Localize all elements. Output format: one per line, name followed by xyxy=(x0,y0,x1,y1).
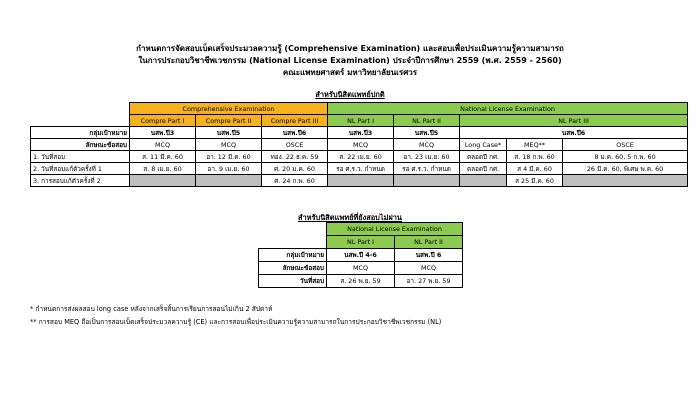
footnote-long-case: * กำหนดการส่งผลสอบ long case หลังจากเสร็จสิ้นการเรียนการสอนไม่เกิน 2 สัปดาห์ xyxy=(30,305,273,313)
exam-type-label: ลักษณะข้อสอบ xyxy=(31,139,130,151)
part-header: NL Part II xyxy=(395,236,463,249)
part-header: Compre Part III xyxy=(262,115,328,127)
exam-type-cell: MCQ xyxy=(327,262,395,275)
exam-type-cell: Long Case* xyxy=(460,139,507,151)
part-header: NL Part III xyxy=(460,115,688,127)
target-cell: นสพ.ปี5 xyxy=(196,127,262,139)
date-cell: ศ. 20 ม.ค. 60 xyxy=(262,163,328,175)
exam-type-cell: MCQ xyxy=(196,139,262,151)
target-row xyxy=(31,127,688,139)
table2-caption: สำหรับนิสิตแพทย์ที่ยังสอบไม่ผ่าน xyxy=(298,213,402,222)
date-cell: ส. 22 เม.ย. 60 xyxy=(328,151,394,163)
row-label: 2. วันที่สอบแก้ตัวครั้งที่ 1 xyxy=(31,163,130,175)
nl-group-header: National License Examination xyxy=(327,223,463,236)
target-cell: นสพ.ปี3 xyxy=(328,127,394,139)
date-cell xyxy=(563,175,688,187)
date-cell: ส. 18 ก.พ. 60 xyxy=(507,151,563,163)
doc-title-line-3: คณะแพทยศาสตร์ มหาวิทยาลัยนเรศวร xyxy=(282,68,418,77)
retake-students-schedule-table xyxy=(258,222,463,288)
date-cell: อา. 23 เม.ย. 60 xyxy=(394,151,460,163)
exam-type-cell: MCQ xyxy=(328,139,394,151)
date-cell xyxy=(328,175,394,187)
date-cell: อา. 9 เม.ย. 60 xyxy=(196,163,262,175)
table-row xyxy=(31,163,688,175)
exam-type-cell: MCQ xyxy=(130,139,196,151)
exam-date-label: วันที่สอบ xyxy=(259,275,327,288)
doc-title-line-2: ในการประกอบวิชาชีพเวชกรรม (National License Examination) ประจำปีการศึกษา 2559 (พ.ศ. 2559 - 2560) xyxy=(138,56,562,65)
date-cell: ตลอดปี กศ. xyxy=(460,163,507,175)
date-cell: 8 ม.ค. 60, 5 ก.พ. 60 xyxy=(563,151,688,163)
table-row xyxy=(259,275,463,288)
date-cell xyxy=(394,175,460,187)
row-label: 1. วันที่สอบ xyxy=(31,151,130,163)
target-cell: นสพ.ปี3 xyxy=(130,127,196,139)
target-cell: นสพ.ปี 4-6 xyxy=(327,249,395,262)
target-label: กลุ่มเป้าหมาย xyxy=(259,249,327,262)
target-cell: นสพ.ปี6 xyxy=(460,127,688,139)
date-cell: รอ ศ.ร.ว. กำหนด xyxy=(328,163,394,175)
group-header-row xyxy=(31,103,688,115)
target-cell: นสพ.ปี5 xyxy=(394,127,460,139)
parts-header-row xyxy=(259,236,463,249)
part-header: NL Part I xyxy=(327,236,395,249)
table-row xyxy=(31,175,688,187)
nl-group-header: National License Examination xyxy=(328,103,688,115)
exam-type-cell: OSCE xyxy=(563,139,688,151)
table1-caption: สำหรับนิสิตแพทย์ปกติ xyxy=(315,90,385,99)
part-header: NL Part I xyxy=(328,115,394,127)
group-header-row xyxy=(259,223,463,236)
part-header: NL Part II xyxy=(394,115,460,127)
date-cell: ทอง. 22 ธ.ค. 59 xyxy=(262,151,328,163)
target-row xyxy=(259,249,463,262)
date-cell: อา. 27 พ.ย. 59 xyxy=(395,275,463,288)
target-cell: นสพ.ปี 6 xyxy=(395,249,463,262)
exam-type-cell: MEQ** xyxy=(507,139,563,151)
target-cell: นสพ.ปี6 xyxy=(262,127,328,139)
date-cell: ส 25 มี.ค. 60 xyxy=(507,175,563,187)
row-label: 3. การสอบแก้ตัวครั้งที่ 2 xyxy=(31,175,130,187)
date-cell: ส 4 มี.ค. 60 xyxy=(507,163,563,175)
exam-type-cell: OSCE xyxy=(262,139,328,151)
date-cell: ตลอดปี กศ. xyxy=(460,151,507,163)
date-cell: 26 มี.ค. 60, พิเศษ พ.ค. 60 xyxy=(563,163,688,175)
date-cell: ศ. 24 ก.พ. 60 xyxy=(262,175,328,187)
exam-type-row xyxy=(259,262,463,275)
exam-type-cell: MCQ xyxy=(394,139,460,151)
ce-group-header: Comprehensive Examination xyxy=(130,103,328,115)
part-header: Compre Part II xyxy=(196,115,262,127)
date-cell: ส. 8 เม.ย. 60 xyxy=(130,163,196,175)
target-label: กลุ่มเป้าหมาย xyxy=(31,127,130,139)
date-cell: ส. 11 มี.ค. 60 xyxy=(130,151,196,163)
date-cell: อา. 12 มี.ค. 60 xyxy=(196,151,262,163)
part-header: Compre Part I xyxy=(130,115,196,127)
exam-type-label: ลักษณะข้อสอบ xyxy=(259,262,327,275)
exam-type-cell: MCQ xyxy=(395,262,463,275)
table-row xyxy=(31,151,688,163)
date-cell: ส. 26 พ.ย. 59 xyxy=(327,275,395,288)
date-cell xyxy=(460,175,507,187)
footnote-meq: ** การสอบ MEQ ถือเป็นการสอบเบ็ดเสร็จประมวลความรู้ (CE) และการสอบเพื่อประเมินความรู้ความสามารถในการประกอบวิชาชีพเวชกรรม (NL) xyxy=(30,318,442,326)
regular-students-schedule-table xyxy=(30,102,688,187)
date-cell xyxy=(130,175,196,187)
parts-header-row xyxy=(31,115,688,127)
doc-title-line-1: กำหนดการจัดสอบเบ็ดเสร็จประมวลความรู้ (Comprehensive Examination) และสอบเพื่อประเมินความรู้ความสามารถ xyxy=(136,44,564,53)
exam-type-row xyxy=(31,139,688,151)
date-cell: รอ ศ.ร.ว. กำหนด xyxy=(394,163,460,175)
date-cell xyxy=(196,175,262,187)
